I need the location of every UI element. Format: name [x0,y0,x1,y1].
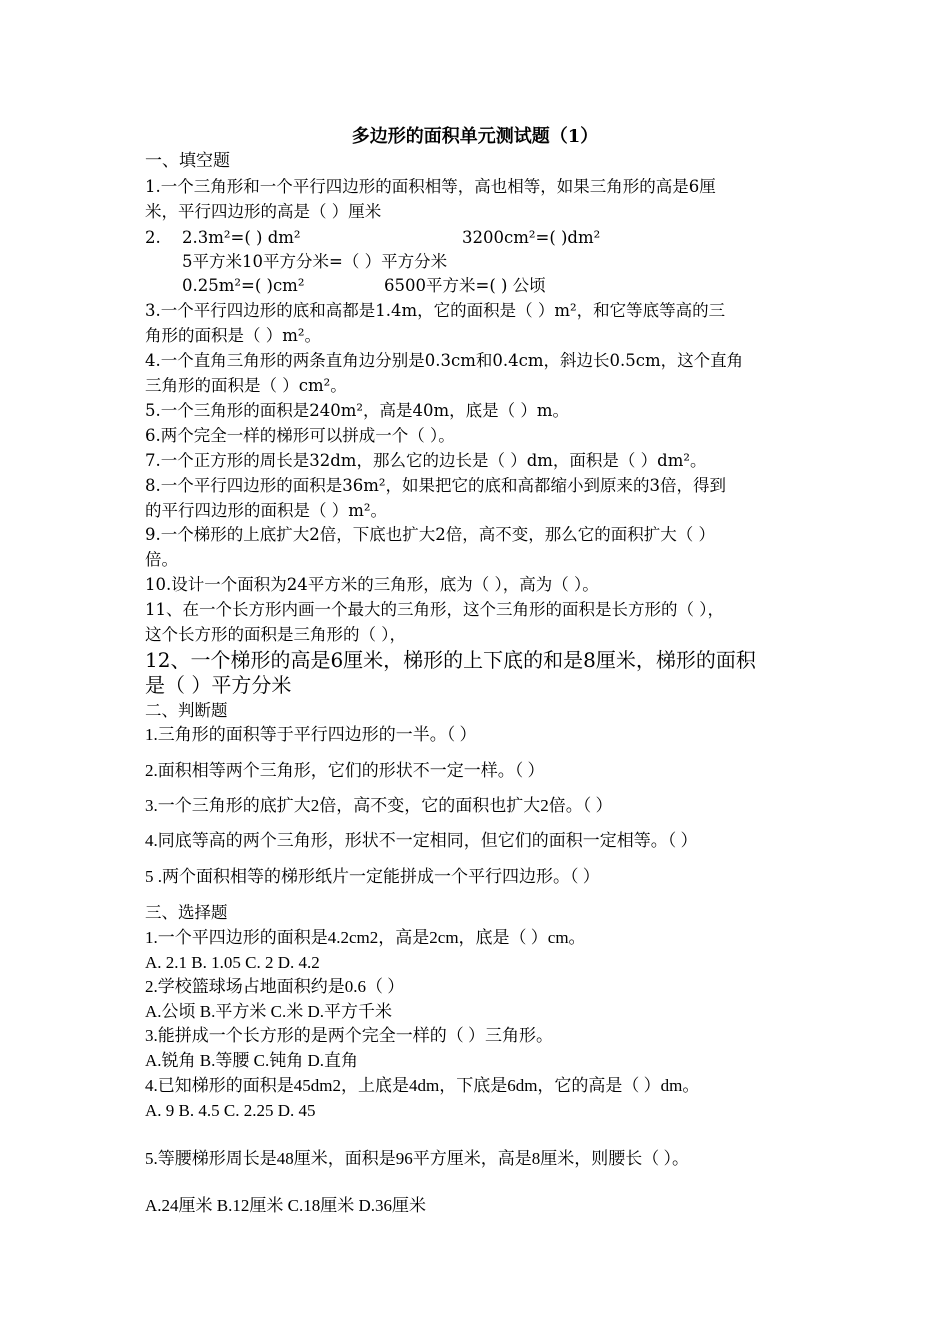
choice-q2: 2.学校篮球场占地面积约是0.6（ ） [145,977,405,996]
choice-q1: 1.一个平四边形的面积是4.2cm2，高是2cm，底是（ ）cm。 [145,928,586,947]
q7-line: 7.一个正方形的周长是32dm，那么它的边长是（ ）dm，面积是（ ）dm²。 [145,451,707,470]
judge-q3: 3.一个三角形的底扩大2倍，高不变，它的面积也扩大2倍。（ ） [145,796,613,815]
q2-item-c: 5平方米10平方分米=（ ）平方分米 [182,252,448,271]
section-heading-judgement: 二、判断题 [145,701,228,720]
section-heading-fill-blank: 一、填空题 [145,151,230,171]
q12-line1: 12、一个梯形的高是6厘米，梯形的上下底的和是8厘米，梯形的面积 [145,648,756,672]
q8-line2: 的平行四边形的面积是（ ）m²。 [145,501,388,520]
q1-line2: 米，平行四边形的高是（ ）厘米 [145,202,382,221]
judge-q2: 2.面积相等两个三角形，它们的形状不一定一样。（ ） [145,761,545,780]
q4-line2: 三角形的面积是（ ）cm²。 [145,376,347,395]
choice-q3-options: A.锐角 B.等腰 C.钝角 D.直角 [145,1051,358,1070]
q2-number: 2. [145,228,161,247]
q2-item-a: 2.3m²=( ) dm² [182,228,301,247]
choice-q4: 4.已知梯形的面积是45dm2，上底是4dm，下底是6dm，它的高是（ ）dm。 [145,1076,700,1095]
q11-line1: 11、在一个长方形内画一个最大的三角形，这个三角形的面积是长方形的（ ）， [145,600,724,619]
choice-q3: 3.能拼成一个长方形的是两个完全一样的（ ）三角形。 [145,1026,553,1045]
q1-line1: 1.一个三角形和一个平行四边形的面积相等，高也相等，如果三角形的高是6厘 [145,177,716,196]
q3-line1: 3.一个平行四边形的底和高都是1.4m，它的面积是（ ）m²，和它等底等高的三 [145,301,726,320]
q2-item-e: 6500平方米=( ) 公顷 [384,276,546,295]
judge-q5: 5 .两个面积相等的梯形纸片一定能拼成一个平行四边形。（ ） [145,867,600,886]
q6-line: 6.两个完全一样的梯形可以拼成一个（ ）。 [145,426,455,445]
q2-item-d: 0.25m²=( )cm² [182,276,305,295]
page-title: 多边形的面积单元测试题（1） [351,126,599,147]
section-heading-choice: 三、选择题 [145,903,228,922]
q11-line2: 这个长方形的面积是三角形的（ ）， [145,625,406,644]
q12-line2: 是（ ）平方分米 [145,673,292,697]
judge-q4: 4.同底等高的两个三角形，形状不一定相同，但它们的面积一定相等。（ ） [145,831,698,850]
q9-line2: 倍。 [145,550,178,569]
q4-line1: 4.一个直角三角形的两条直角边分别是0.3cm和0.4cm，斜边长0.5cm，这个直角 [145,351,744,370]
choice-q2-options: A.公顷 B.平方米 C.米 D.平方千米 [145,1002,392,1021]
q8-line1: 8.一个平行四边形的面积是36m²，如果把它的底和高都缩小到原来的3倍，得到 [145,476,726,495]
q10-line: 10.设计一个面积为24平方米的三角形，底为（ ），高为（ ）。 [145,575,599,594]
judge-q1: 1.三角形的面积等于平行四边形的一半。（ ） [145,725,477,744]
choice-q5-options: A.24厘米 B.12厘米 C.18厘米 D.36厘米 [145,1196,426,1215]
choice-q1-options: A. 2.1 B. 1.05 C. 2 D. 4.2 [145,953,320,972]
q9-line1: 9.一个梯形的上底扩大2倍，下底也扩大2倍，高不变，那么它的面积扩大（ ） [145,525,715,544]
choice-q5: 5.等腰梯形周长是48厘米，面积是96平方厘米，高是8厘米，则腰长（ ）。 [145,1149,689,1168]
q5-line: 5.一个三角形的面积是240m²，高是40m，底是（ ）m。 [145,401,570,420]
q3-line2: 角形的面积是（ ）m²。 [145,326,322,345]
choice-q4-options: A. 9 B. 4.5 C. 2.25 D. 45 [145,1101,316,1120]
q2-item-b: 3200cm²=( )dm² [462,228,601,247]
